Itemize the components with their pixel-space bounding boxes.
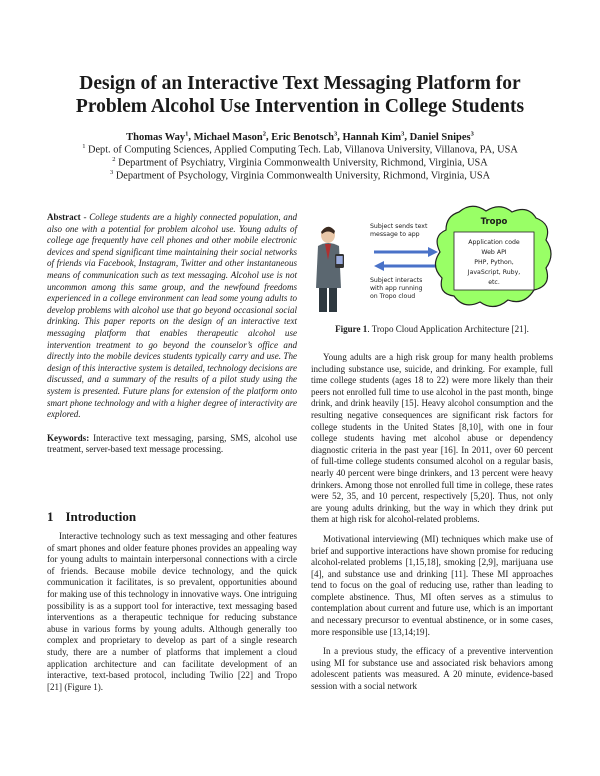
person-with-phone-icon [316,227,344,312]
affiliation: $^2$ Department of Psychiatry, Virginia Commonwealth University, Richmond, Virginia, USA [112,156,488,169]
arrow-right-head [428,247,438,257]
body-paragraph: Young adults are a high risk group for many health problems including substance use, suicide, and drinking. For example, full time college students (ages 18 to 22) were more likely than their peers not enrolled full time to use alcohol in the past month, binge drink, and drink heavily [15]. Heavy alcohol consumption and the resulting negative consequences are significant risk factors for college students in the United States [8,10], with one in four college students having met alcohol abuse or dependency diagnostic criteria in the past year [16]. In 2011, over 60 percent of full-time college students consumed alcohol on a regular basis, nearly 40 percent were binge drinkers, and 13 percent were heavy drinkers. Among those not enrolled full time in college, these rates were 52, 35, and 10 percent, respectively [5,20]. Thus, not only are young adults drinking, but the way in which they drink put them at high risk for alcohol-related problems. [311,352,553,525]
affiliation: $^1$ Dept. of Computing Sciences, Applied Computing Tech. Lab, Villanova University, Villanova, PA, USA [82,143,518,156]
box-line: Web API [481,249,507,256]
tropo-cloud-icon [435,206,551,306]
send-label-text [370,223,428,238]
abstract: Abstract - College students are a highly connected population, and also one with a potential for problem alcohol use. Young adults of college age frequently have cell phones and other mobile electronic devices and spend significant time maintaining their social networks of friends via Facebook, Instagram, Twitter and other instantaneous means of communication such as text messaging. Alcohol use is not uncommon among this same group, and the newfound freedoms experienced in a college environment can lead some young adults to develop problems with alcohol use that go beyond occasional social drinking. This paper reports on the design of an interactive text messaging platform that enables therapeutic alcohol use intervention treatment to go beyond the counselor’s office and directly into the mobile devices students typically carry and use. The design of this interactive system is detailed, technology decisions are discussed, and a summary of the results of a pilot study using the system is presented. Future plans for extension of the platform onto smart phone technology and with a higher degree of interactivity are explored. [47,212,297,420]
figure-label-line: message to app [370,231,420,238]
figure-1 [314,204,554,318]
affiliation: $^3$ Department of Psychology, Virginia Commonwealth University, Richmond, Virginia, USA [109,169,490,182]
figure-caption [311,324,553,334]
box-line: etc. [488,279,500,286]
right-column [311,352,553,693]
figure-label-line: Subject interacts [370,277,423,284]
body-paragraph: In a previous study, the efficacy of a preventive intervention using MI for substance use and associated risk behaviors among adolescent patients was measured. A 20 minute, evidence-based session with a social network [311,646,553,692]
author: Eric Benotsch$^3$ [271,130,338,143]
send-label [370,223,428,238]
architecture-diagram [314,204,554,318]
author-list: Thomas Way$^1$, Michael Mason$^2$, Eric Benotsch$^3$, Hannah Kim$^3$, Daniel Snipes$^3$ [126,130,474,143]
box-line: Application code [468,239,520,246]
abstract-label: Abstract [47,212,81,222]
intro-column [47,531,297,693]
figure-label-line: Subject sends text [370,223,428,230]
cloud-title: Tropo [480,217,508,227]
arrows [374,247,438,271]
intro-paragraph: Interactive technology such as text messaging and other features of smart phones and older feature phones provides an appealing way for young adults to maintain interpersonal connections with a circle of friends. Because mobile device technology, and the quick communication it facilitates, is so prevalent, opportunities abound for making use of this technology in innovative ways. One intriguing possibility is as a support tool for interactive, text messaging based interventions as a therapeutic technique for reducing substance abuse in various forms by young adults. Although generally too complex and proprietary to develop as part of a single research study, there are a number of platforms that implement a cloud application architecture and can facilitate development of an interactive, text-based protocol, including Twilio [22] and Tropo [21] (Figure 1). [47,531,298,692]
author: Daniel Snipes$^3$ [409,130,474,143]
author: Michael Mason$^2$ [193,130,267,143]
section-number: 1 [47,509,54,524]
keywords-label: Keywords: [47,432,90,443]
section-heading [47,509,136,525]
figure-caption-text: . Tropo Cloud Application Architecture [21]. [367,324,529,334]
figure-caption-label: Figure 1 [335,324,368,334]
author: Thomas Way$^1$ [126,130,189,143]
body-paragraph: Motivational interviewing (MI) techniques which make use of brief and supportive interactions have shown promise for reducing alcohol-related problems [1,15,18], smoking [2,9], marijuana use [4], and substance use and drinking [11]. These MI approaches tend to focus on the goal of reducing use, rather than leading to complete abstinence. Thus, MI often serves as a stimulus to contemplation about current and future use, which is an important and necessary precursor to eventual abstinence, or in some cases, more responsible use [13,14;19]. [311,533,553,637]
arrow-left-head [374,261,384,271]
abstract-text: College students are a highly connected population, and also one with a potential for problem alcohol use. Young adults of college age frequently have cell phones and other mobile electronic devices and spend significant time maintaining their social networks of friends via Facebook, Instagram, Twitter and other instantaneous means of communication such as text messaging. Alcohol use is not uncommon among this same group, and the newfound freedoms experienced in a college environment can lead some young adults to develop problems with alcohol use that go beyond occasional social drinking. This paper reports on the design of an interactive text messaging platform that enables therapeutic alcohol use intervention treatment to go beyond the counselor’s office and directly into the mobile devices students typically carry and use. The design of this interactive system is detailed, technology decisions are discussed, and a summary of the results of a pilot study using the system is presented. Future plans for extension of the platform onto smart phone technology and with a higher degree of interactivity are explored. [47,212,297,420]
interact-label-text [370,277,423,300]
section-title: Introduction [65,509,137,524]
keywords-text: Interactive text messaging, parsing, SMS, alcohol use treatment, server-based text message processing. [47,432,298,455]
figure-label-line: with app running [370,285,423,292]
author: Hannah Kim$^3$ [342,130,405,143]
keywords [47,433,297,456]
interact-label [370,277,423,300]
figure-label-line: on Tropo cloud [370,293,416,300]
left-column [47,212,297,456]
paper-title [40,72,560,118]
title-line-2: Problem Alcohol Use Intervention in College Students [75,96,525,117]
box-line: JavaScript, Ruby, [467,269,521,276]
box-line: PHP, Python, [474,259,514,266]
title-line-1: Design of an Interactive Text Messaging Platform for [79,73,521,94]
